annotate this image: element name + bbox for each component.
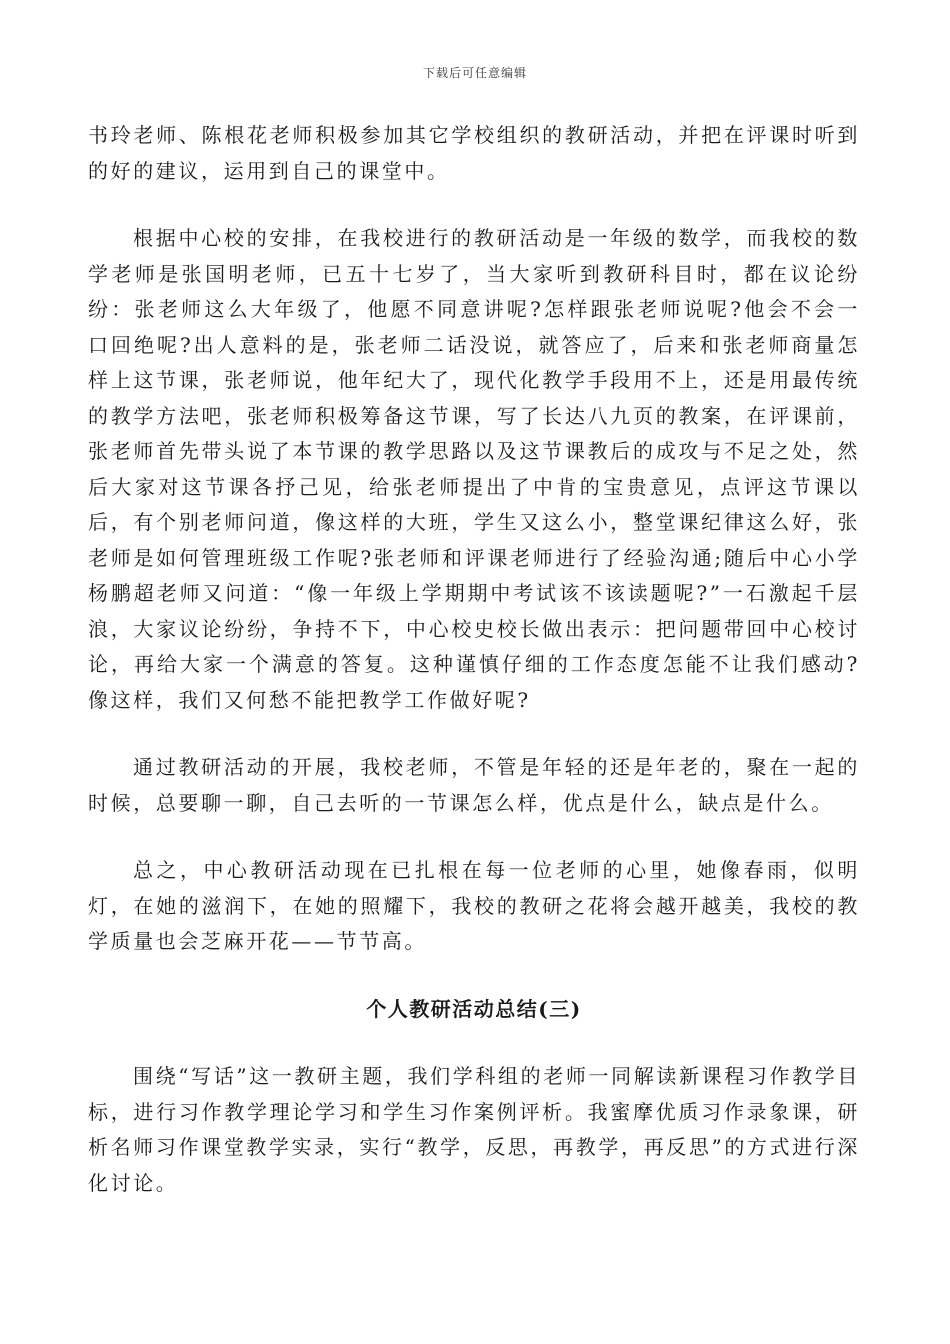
paragraph-continued: 书玲老师、陈根花老师积极参加其它学校组织的教研活动，并把在评课时听到的好的建议，运用到自己的课堂中。 — [88, 123, 860, 183]
paragraph-research-outcome: 通过教研活动的开展，我校老师，不管是年轻的还是年老的，聚在一起的时候，总要聊一聊，自己去听的一节课怎么样，优点是什么，缺点是什么。 — [88, 755, 860, 815]
section-title: 个人教研活动总结(三) — [366, 996, 582, 1021]
paragraph-spacer — [88, 189, 860, 221]
paragraph-teaching-research-math: 根据中心校的安排，在我校进行的教研活动是一年级的数学，而我校的数学老师是张国明老师，已五十七岁了，当大家听到教研科目时，都在议论纷纷：张老师这么大年级了，他愿不同意讲呢?怎样跟张老师说呢?他会不会一口回绝呢?出人意料的是，张老师二话没说，就答应了，后来和张老师商量怎样上这节课，张老师说，他年纪大了，现代化教学手段用不上，还是用最传统的教学方法吧，张老师积极筹备这节课，写了长达八九页的教案，在评课前，张老师首先带头说了本节课的教学思路以及这节课教后的成攻与不足之处，然后大家对这节课各抒己见，给张老师提出了中肯的宝贵意见，点评这节课以后，有个别老师问道，像这样的大班，学生又这么小，整堂课纪律这么好，张老师是如何管理班级工作呢?张老师和评课老师进行了经验沟通;随后中心小学杨鹏超老师又问道：“像一年级上学期期中考试该不该读题呢?”一石激起千层浪，大家议论纷纷，争持不下，中心校史校长做出表示：把问题带回中心校讨论，再给大家一个满意的答复。这种谨慎仔细的工作态度怎能不让我们感动?像这样，我们又何愁不能把教学工作做好呢? — [88, 226, 860, 712]
paragraph-spacer — [88, 718, 860, 750]
paragraph-spacer — [88, 821, 860, 853]
document-body — [88, 118, 860, 1201]
paragraph-spacer — [88, 1027, 860, 1059]
paragraph-conclusion: 总之，中心教研活动现在已扎根在每一位老师的心里，她像春雨，似明灯，在她的滋润下，在她的照耀下，我校的教研之花将会越开越美，我校的教学质量也会芝麻开花——节节高。 — [88, 858, 860, 953]
page-header: 下载后可任意编辑 — [422, 66, 527, 80]
paragraph-writing-topic: 围绕“写话”这一教研主题，我们学科组的老师一同解读新课程习作教学目标，进行习作教学理论学习和学生习作案例评析。我蜜摩优质习作录象课，研析名师习作课堂教学实录，实行“教学，反思，再教学，再反思”的方式进行深化讨论。 — [88, 1064, 860, 1195]
paragraph-spacer — [88, 960, 860, 992]
